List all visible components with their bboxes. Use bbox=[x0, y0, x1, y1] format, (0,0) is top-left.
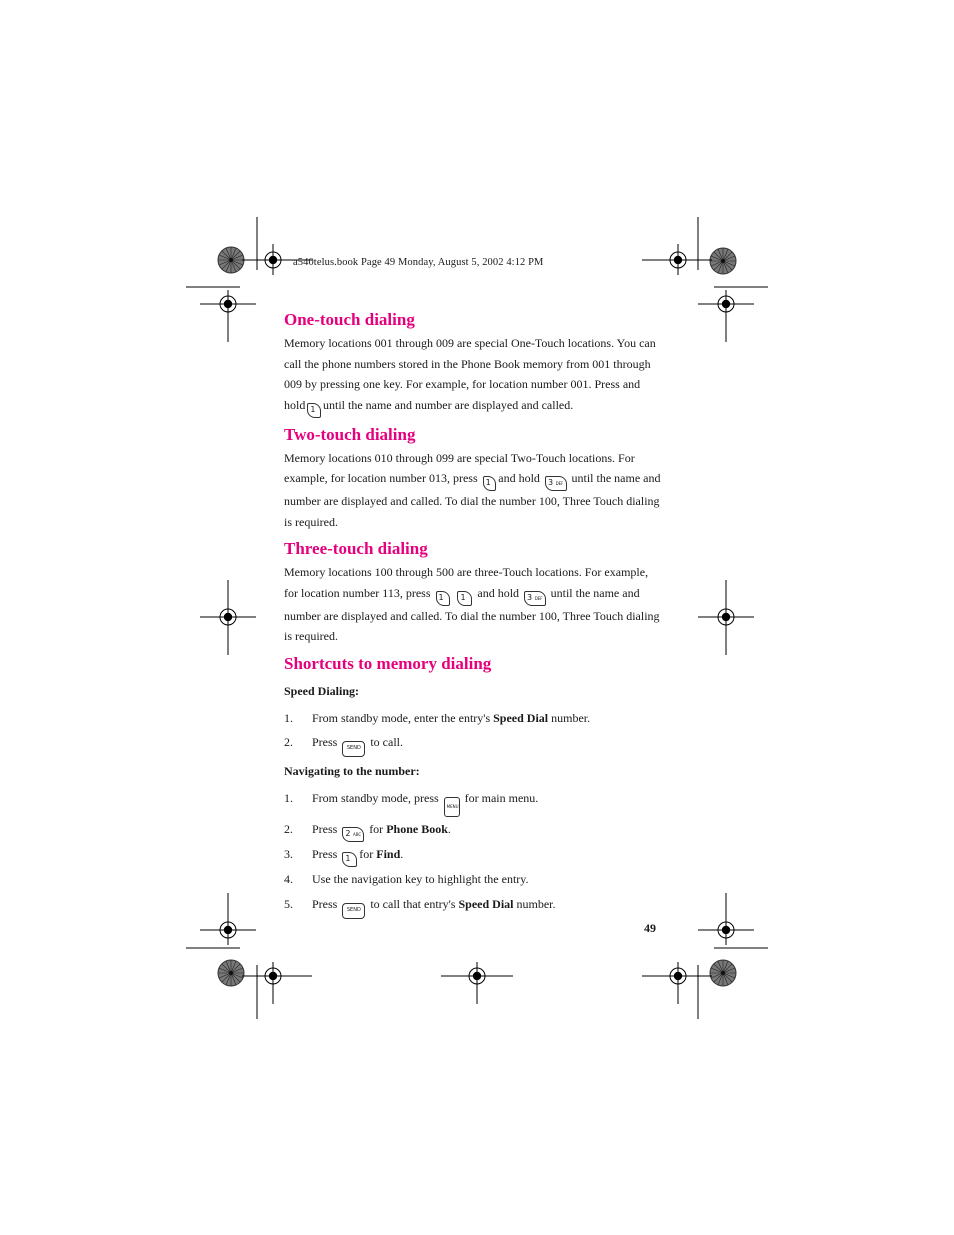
list-item: 2. Press SEND to call. bbox=[284, 730, 664, 757]
one-touch-text-2: until the name and number are displayed and called. bbox=[322, 397, 574, 412]
section-title-one-touch: One-touch dialing bbox=[284, 310, 415, 329]
two-touch-text-2: and hold bbox=[498, 471, 540, 485]
list-item: 5. Press SEND to call that entry's Speed Dial number. bbox=[284, 892, 664, 919]
one-key-icon: 1 bbox=[483, 476, 497, 491]
starburst-target-icon bbox=[218, 247, 244, 273]
three-key-icon: 3 DEF bbox=[545, 476, 567, 491]
one-key-icon: 1 bbox=[457, 591, 472, 606]
three-key-icon: 3 DEF bbox=[524, 591, 546, 606]
list-item: 3. Press 1 for Find. bbox=[284, 842, 664, 867]
three-touch-paragraph bbox=[284, 562, 664, 647]
navigating-steps bbox=[284, 786, 664, 919]
starburst-target-icon bbox=[218, 960, 244, 986]
list-item: 4. Use the navigation key to highlight the entry. bbox=[284, 872, 529, 887]
page-number: 49 bbox=[644, 921, 656, 935]
section-title-two-touch: Two-touch dialing bbox=[284, 424, 416, 444]
list-item: 2. Press 2 ABC for Phone Book. bbox=[284, 817, 664, 842]
one-touch-paragraph bbox=[284, 333, 664, 418]
book-header: a540telus.book Page 49 Monday, August 5, 2002 4:12 PM bbox=[293, 257, 544, 268]
send-key-icon: SEND bbox=[342, 903, 365, 919]
three-touch-text-3: until the name and number are displayed and called. To dial the number 100, Three Touch dialing is required. bbox=[284, 585, 660, 643]
one-key-icon: 1 bbox=[307, 403, 321, 418]
two-key-icon: 2 ABC bbox=[342, 827, 364, 842]
starburst-target-icon bbox=[710, 248, 736, 274]
speed-dialing-steps bbox=[284, 706, 664, 758]
list-item: 1. From standby mode, press MENU for main menu. bbox=[284, 786, 664, 817]
list-item: 1. From standby mode, enter the entry's Speed Dial number. bbox=[284, 710, 591, 725]
menu-key-icon: MENU bbox=[444, 797, 460, 817]
three-touch-text-2: and hold bbox=[477, 585, 520, 600]
one-key-icon: 1 bbox=[342, 852, 357, 867]
section-title-shortcuts: Shortcuts to memory dialing bbox=[284, 653, 492, 673]
two-touch-text-3: until the name and number are displayed and called. To dial the number 100, Three Touch dialing is required. bbox=[284, 471, 661, 529]
starburst-target-icon bbox=[710, 960, 736, 986]
send-key-icon: SEND bbox=[342, 741, 365, 757]
two-touch-text-1: Memory locations 010 through 099 are special Two-Touch locations. For example, for location number 013, press bbox=[284, 450, 635, 485]
section-title-three-touch: Three-touch dialing bbox=[284, 539, 428, 558]
navigating-label: Navigating to the number: bbox=[284, 764, 420, 779]
two-touch-paragraph bbox=[284, 448, 664, 533]
one-key-icon: 1 bbox=[436, 591, 451, 606]
one-touch-text-1: Memory locations 001 through 009 are special One-Touch locations. You can call the phone numbers stored in the Phone Book memory from 001 through 009 by pressing one key. For example, for location number 001. Press and hold bbox=[284, 336, 656, 412]
three-touch-text-1: Memory locations 100 through 500 are three-Touch locations. For example, for location number 113, press bbox=[284, 565, 649, 600]
page-content bbox=[284, 307, 664, 919]
speed-dialing-label: Speed Dialing: bbox=[284, 683, 360, 698]
